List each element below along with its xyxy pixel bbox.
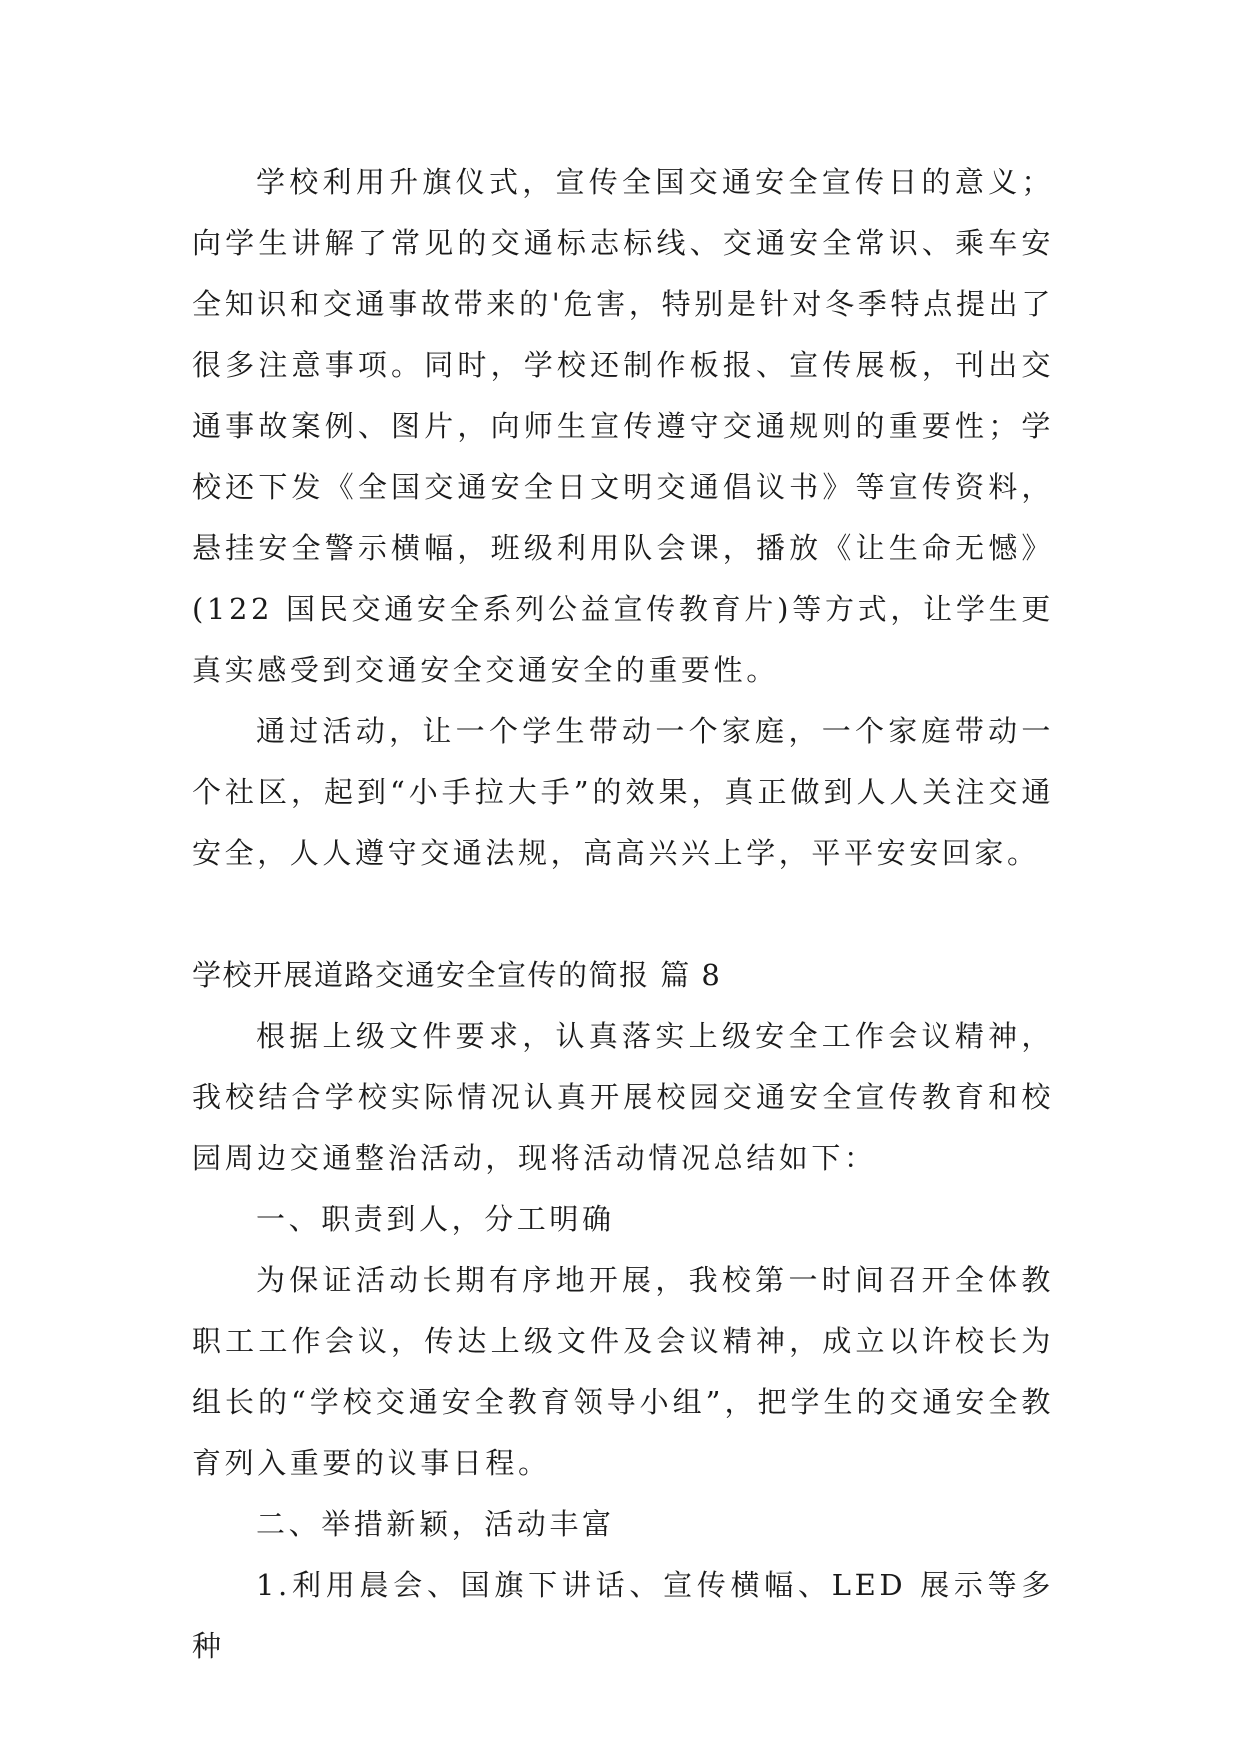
document-body <box>192 152 1054 1677</box>
section-title: 学校开展道路交通安全宣传的简报 篇 8 <box>192 958 722 992</box>
paragraph-section-intro: 根据上级文件要求，认真落实上级安全工作会议精神，我校结合学校实际情况认真开展校园交通安全宣传教育和校园周边交通整治活动，现将活动情况总结如下： <box>192 1019 1054 1175</box>
paragraph-responsibility: 为保证活动长期有序地开展，我校第一时间召开全体教职工工作会议，传达上级文件及会议精神，成立以许校长为组长的“学校交通安全教育领导小组”，把学生的交通安全教育列入重要的议事日程。 <box>192 1263 1054 1480</box>
paragraph-item-1: 1.利用晨会、国旗下讲话、宣传横幅、LED 展示等多种 <box>192 1568 1054 1663</box>
paragraph-activity-effect: 通过活动，让一个学生带动一个家庭，一个家庭带动一个社区，起到“小手拉大手”的效果，真正做到人人关注交通安全，人人遵守交通法规，高高兴兴上学，平平安安回家。 <box>192 714 1054 870</box>
paragraph-flag-ceremony: 学校利用升旗仪式，宣传全国交通安全宣传日的意义；向学生讲解了常见的交通标志标线、交通安全常识、乘车安全知识和交通事故带来的'危害，特别是针对冬季特点提出了很多注意事项。同时，学校还制作板报、宣传展板，刊出交通事故案例、图片，向师生宣传遵守交通规则的重要性；学校还下发《全国交通安全日文明交通倡议书》等宣传资料，悬挂安全警示横幅，班级利用队会课，播放《让生命无憾》(122 国民交通安全系列公益宣传教育片)等方式，让学生更真实感受到交通安全交通安全的重要性。 <box>192 165 1054 687</box>
heading-measures: 二、举措新颖，活动丰富 <box>256 1507 615 1541</box>
heading-responsibility: 一、职责到人，分工明确 <box>256 1202 615 1236</box>
